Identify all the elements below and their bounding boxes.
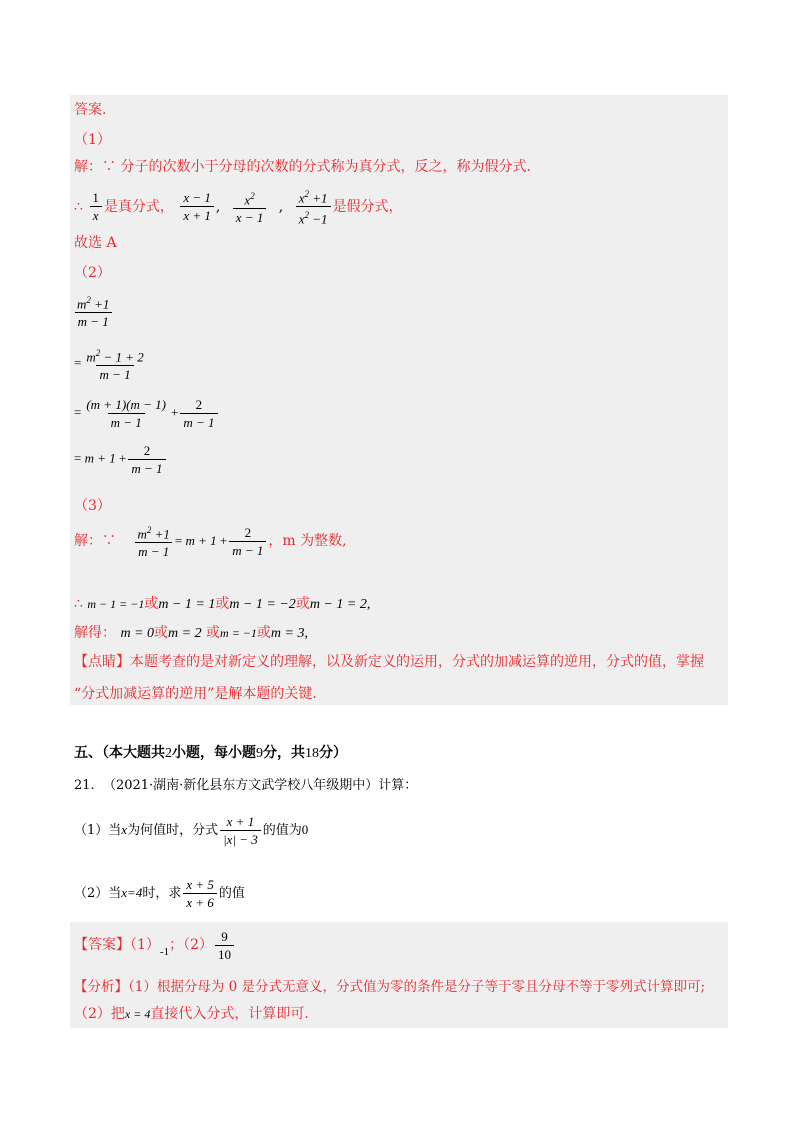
- part1-reason: 解：∵ 分子的次数小于分母的次数的分式称为真分式，反之，称为假分式.: [74, 159, 531, 175]
- question21-part1: （1）当x为何值时，分式 $\frac{x + 1}{|x| - 3}$ 的值为0: [74, 814, 309, 847]
- answer-heading: 答案.: [74, 102, 107, 118]
- therefore-symbol: ∴: [74, 198, 83, 215]
- answer21-line: 【答案】$(1)_{-1}$；（2） $\frac{9}{10}$: [74, 925, 236, 972]
- part2-step3: = $\frac{(m + 1)(m - 1)}{m - 1}$ + $\frac{2}{m - 1}$: [74, 396, 220, 431]
- fraction-x2+1-over-x2-1: $\frac{x^2 +1}{x^2 -1}$: [296, 186, 331, 228]
- because-text: 解：∵: [74, 533, 116, 550]
- fraction-x2-over-x-1: $\frac{x^2}{x - 1}$: [233, 188, 267, 226]
- question-number: 21.: [74, 778, 95, 793]
- fraction-1-over-x: $\frac{1}{x}$: [89, 189, 102, 224]
- part3-label: （3）: [74, 498, 111, 514]
- part2-step4: = m + 1 + $\frac{2}{m - 1}$: [74, 442, 168, 477]
- comment-tag: 【点睛】: [74, 654, 130, 670]
- part3-cases: ∴ m − 1 = −1或m − 1 = 1或m − 1 = −2或m − 1 = 2,: [74, 596, 371, 612]
- fraction-x+1-over-abs-x-3: $\frac{x + 1}{|x| - 3}$: [220, 813, 261, 848]
- part3-statement: 解：∵ $\frac{m^2 +1}{m - 1}$ = m + 1 + $\frac{2}{m - 1}$ ，m 为整数,: [74, 524, 347, 560]
- comment-line1: 【点睛】本题考查的是对新定义的理解，以及新定义的运用，分式的加减运算的逆用，分式的值，掌握: [74, 654, 704, 670]
- m-integer-text: m 为整数,: [282, 533, 347, 550]
- section5-heading: 五、（本大题共2小题，每小题9分，共18分）: [74, 745, 347, 761]
- analysis-line2: （2）把x = 4直接代入分式，计算即可.: [74, 1006, 309, 1022]
- analysis-line1: 【分析】（1）根据分母为 0 是分式无意义，分式值为零的条件是分子等于零且分母不等于零列式计算即可;: [74, 979, 706, 995]
- fraction-9-over-10: $\frac{9}{10}$: [215, 928, 234, 963]
- answer-tag: 【答案】: [74, 937, 130, 953]
- question-source: （2021·湖南·新化县东方文武学校八年级期中）计算：: [102, 778, 418, 793]
- part1-label: （1）: [74, 132, 111, 148]
- question21-part2: （2）当x=4时，求 $\frac{x + 5}{x + 6}$ 的值: [74, 877, 245, 910]
- part2-step2: = $\frac{m^2 - 1 + 2}{m - 1}$: [74, 348, 144, 383]
- comment-line2: “分式加减运算的逆用”是解本题的关键.: [74, 686, 317, 702]
- fraction-x+5-over-x+6: $\frac{x + 5}{x + 6}$: [183, 876, 217, 911]
- part3-solution: 解得： m = 0或m = 2 或m = −1或m = 3,: [74, 625, 308, 641]
- analysis-tag: 【分析】: [74, 979, 128, 995]
- false-fraction-text: 是假分式，: [332, 198, 403, 215]
- question21-header: [74, 776, 417, 796]
- part2-step1: $\frac{m^2 +1}{m - 1}$: [74, 292, 112, 330]
- part1-choice: 故选 A: [74, 235, 117, 251]
- part1-classification: ∴ $\frac{1}{x}$ 是真分式， $\frac{x - 1}{x + 1}$ , $\frac{x^2}{x - 1}$ , $\frac{x^2 +1}{x^2 -1}$ 是假分式，: [74, 186, 403, 228]
- fraction-x-1-over-x+1: $\frac{x - 1}{x + 1}$: [180, 189, 214, 224]
- true-fraction-text: 是真分式，: [103, 198, 174, 215]
- part2-label: （2）: [74, 265, 111, 281]
